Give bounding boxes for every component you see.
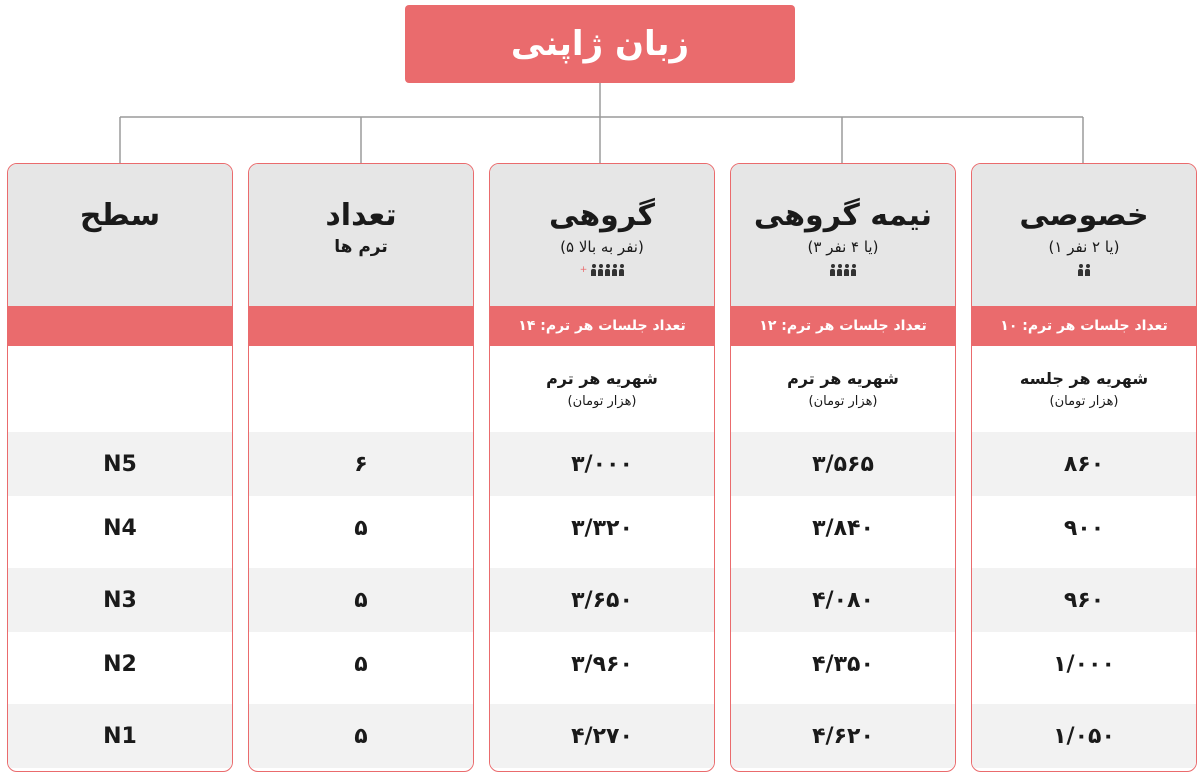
person-icon xyxy=(1078,264,1083,276)
column-title: سطح xyxy=(79,198,161,233)
fee-title: شهریه هر ترم xyxy=(546,369,658,388)
people-icon xyxy=(580,264,625,276)
column-card-terms xyxy=(248,163,474,772)
column-header xyxy=(8,164,232,306)
table-cell: ۶ xyxy=(249,432,473,496)
column-subtitle: (۱ یا ۲ نفر) xyxy=(1048,238,1120,256)
fee-label xyxy=(490,346,714,432)
table-cell: ۵ xyxy=(354,651,368,677)
sessions-band xyxy=(249,306,473,346)
fee-title: شهریه هر جلسه xyxy=(1019,369,1149,388)
table-cell: ۵ xyxy=(249,704,473,768)
table-cell: ۱/۰۵۰ xyxy=(972,704,1196,768)
sessions-band: تعداد جلسات هر ترم: ۱۴ xyxy=(490,306,714,346)
person-icon xyxy=(598,264,603,276)
table-cell: ۳/۵۶۵ xyxy=(731,432,955,496)
person-icon xyxy=(605,264,610,276)
column-subtitle: (۳ یا ۴ نفر) xyxy=(807,238,879,256)
people-icon xyxy=(830,264,856,276)
sessions-band xyxy=(8,306,232,346)
person-icon xyxy=(612,264,617,276)
fee-unit: (هزار تومان) xyxy=(567,394,637,409)
table-cell: ۵ xyxy=(249,568,473,632)
table-cell: ۸۶۰ xyxy=(972,432,1196,496)
fee-label xyxy=(972,346,1196,432)
column-title: گروهی xyxy=(549,198,655,233)
table-cell: ۴/۳۵۰ xyxy=(812,651,874,677)
person-icon xyxy=(1085,264,1090,276)
person-icon xyxy=(851,264,856,276)
column-header xyxy=(972,164,1196,306)
person-icon xyxy=(591,264,596,276)
column-title: نیمه گروهی xyxy=(753,198,933,233)
sessions-band: تعداد جلسات هر ترم: ۱۰ xyxy=(972,306,1196,346)
table-cell: ۳/۳۲۰ xyxy=(571,515,633,541)
page-title: زبان ژاپنی xyxy=(405,5,795,83)
table-cell: N5 xyxy=(8,432,232,496)
table-cell: ۳/۸۴۰ xyxy=(812,515,874,541)
column-card-level xyxy=(7,163,233,772)
table-cell: ۱/۰۰۰ xyxy=(1053,651,1115,677)
column-header xyxy=(731,164,955,306)
person-icon xyxy=(830,264,835,276)
column-header xyxy=(249,164,473,306)
column-title: خصوصی xyxy=(1019,198,1149,233)
table-cell: ۴/۶۲۰ xyxy=(731,704,955,768)
table-cell: ۴/۲۷۰ xyxy=(490,704,714,768)
fee-unit: (هزار تومان) xyxy=(808,394,878,409)
column-subtitle: ترم ها xyxy=(334,237,388,257)
column-card-group xyxy=(489,163,715,772)
table-cell: N2 xyxy=(103,651,137,677)
table-cell: N3 xyxy=(8,568,232,632)
fee-unit: (هزار تومان) xyxy=(1049,394,1119,409)
person-icon xyxy=(837,264,842,276)
table-cell: ۳/۹۶۰ xyxy=(571,651,633,677)
plus-icon: + xyxy=(579,265,588,275)
fee-title: شهریه هر ترم xyxy=(787,369,899,388)
table-cell: ۳/۰۰۰ xyxy=(490,432,714,496)
column-header xyxy=(490,164,714,306)
table-cell: ۹۰۰ xyxy=(1063,515,1105,541)
table-cell: ۳/۶۵۰ xyxy=(490,568,714,632)
table-cell: N4 xyxy=(103,515,137,541)
table-cell: ۴/۰۸۰ xyxy=(731,568,955,632)
table-cell: N1 xyxy=(8,704,232,768)
column-card-semi_group xyxy=(730,163,956,772)
column-subtitle: (۵ نفر به بالا) xyxy=(560,238,644,256)
person-icon xyxy=(844,264,849,276)
person-icon xyxy=(619,264,624,276)
fee-label xyxy=(731,346,955,432)
table-cell: ۵ xyxy=(354,515,368,541)
column-card-private xyxy=(971,163,1197,772)
sessions-band: تعداد جلسات هر ترم: ۱۲ xyxy=(731,306,955,346)
people-icon xyxy=(1078,264,1090,276)
table-cell: ۹۶۰ xyxy=(972,568,1196,632)
column-title: تعداد xyxy=(325,198,397,233)
